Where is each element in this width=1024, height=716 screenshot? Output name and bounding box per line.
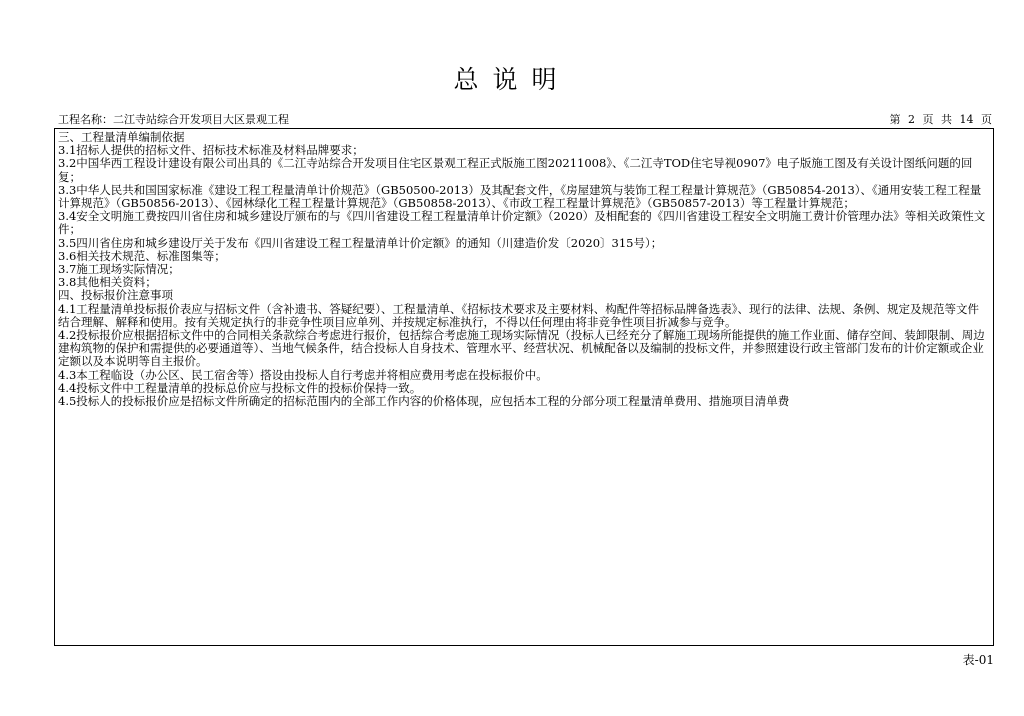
project-name: 工程名称：二江寺站综合开发项目大区景观工程 (58, 113, 289, 126)
header-row (58, 112, 996, 128)
paragraph-3-7: 3.7施工现场实际情况； (58, 262, 180, 277)
content-frame (54, 128, 994, 646)
content-body (58, 131, 988, 408)
paragraph-4-1: 4.1工程量清单投标报价表应与招标文件（含补遗书、答疑纪要）、工程量清单、《招标技术要求及主要材料、构配件等招标品牌备选表》、现行的法律、法规、条例、规定及规范等文件结合理解、解释和使用。按有关规定执行的非竞争性项目应单列、并按规定标准执行，不得以任何理由将非竞争性项目折减参与竞争。 (58, 301, 980, 329)
paragraph-3-3: 3.3中华人民共和国国家标准《建设工程工程量清单计价规范》（GB50500-2013）及其配套文件，《房屋建筑与装饰工程工程量计算规范》（GB50854-2013）、《通用安装工程工程量计算规范》（GB50856-2013）、《园林绿化工程工程量计算规范》（GB50858-2013）、《市政工程工程量计算规范》（GB50857-2013）等工程量计算规范； (58, 182, 982, 211)
paragraph-4-2: 4.2投标报价应根据招标文件中的合同相关条款综合考虑进行报价，包括综合考虑施工现场实际情况（投标人已经充分了解施工现场所能提供的施工作业面、储存空间、装卸限制、周边建构筑物的保护和需提供的必要通道等）、当地气候条件，结合投标人自身技术、管理水平、经营状况、机械配备以及编制的投标文件，并参照建设行政主管部门发布的计价定额或企业定额以及本说明等自主报价。 (58, 328, 985, 369)
paragraph-3-4: 3.4安全文明施工费按四川省住房和城乡建设厅颁布的与《四川省建设工程工程量清单计价定额》（2020）及相配套的《四川省建设工程安全文明施工费计价管理办法》等相关政策性文件； (58, 209, 986, 237)
section-heading-4: 四、投标报价注意事项 (58, 288, 173, 303)
paragraph-3-6: 3.6相关技术规范、标准图集等； (58, 248, 226, 263)
page-title: 总说明 (453, 65, 571, 94)
paragraph-4-4: 4.4投标文件中工程量清单的投标总价应与投标文件的投标价保持一致。 (58, 380, 422, 395)
paragraph-3-8: 3.8其他相关资料； (58, 275, 157, 290)
paragraph-3-5: 3.5四川省住房和城乡建设厅关于发布《四川省建设工程工程量清单计价定额》的通知（川建造价发〔2020〕315号）； (58, 235, 663, 250)
paragraph-3-2: 3.2中国华西工程设计建设有限公司出具的《二江寺站综合开发项目住宅区景观工程正式版施工图20211008》、《二江寺TOD住宅导视0907》电子版施工图及有关设计图纸问题的回复； (58, 156, 973, 184)
paragraph-4-3: 4.3本工程临设（办公区、民工宿舍等）搭设由投标人自行考虑并将相应费用考虑在投标报价中。 (58, 367, 548, 382)
section-heading-3: 三、工程量清单编制依据 (58, 130, 185, 144)
paragraph-3-1: 3.1招标人提供的招标文件、招标技术标准及材料品牌要求； (58, 143, 364, 158)
paragraph-4-5: 4.5投标人的投标报价应是招标文件所确定的招标范围内的全部工作内容的价格体现，应包括本工程的分部分项工程量清单费用、措施项目清单费 (58, 394, 790, 409)
form-code: 表-01 (962, 653, 994, 667)
page-indicator: 第 2 页 共 14 页 (889, 113, 992, 126)
